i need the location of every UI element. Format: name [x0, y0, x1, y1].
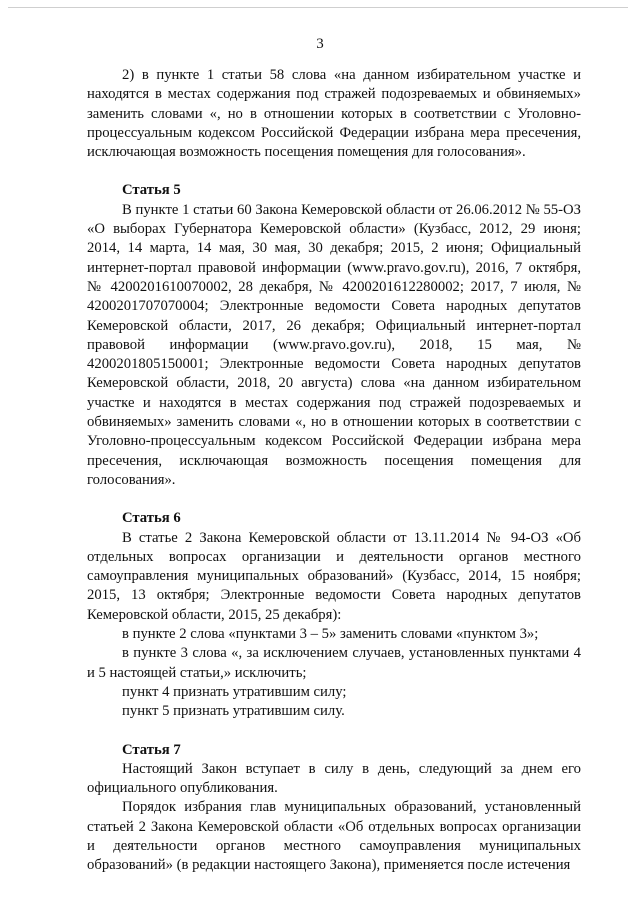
article-6-item-2: в пункте 3 слова «, за исключением случаев, установленных пунктами 4 и 5 настоящей статьи,» исключить;	[87, 645, 581, 681]
article-6-item-1: в пункте 2 слова «пунктами 3 – 5» заменить словами «пунктом 3»;	[122, 626, 539, 643]
intro-paragraph: 2) в пункте 1 статьи 58 слова «на данном избирательном участке и находятся в местах содержания под стражей подозреваемых и обвиняемых» заменить словами «, но в отношении которых в соответствии с Уголовно-процессуальным кодексом Российской Федерации избрана мера пресечения, исключающая возможность посещения помещения для голосования».	[87, 67, 581, 161]
page-number: 3	[316, 36, 324, 52]
document-body	[87, 66, 581, 876]
article-6-paragraph: В статье 2 Закона Кемеровской области от 13.11.2014 № 94-ОЗ «Об отдельных вопросах организации и деятельности органов местного самоуправления муниципальных образований» (Кузбасс, 2014, 15 ноября; 2015, 13 октября; Электронные ведомости Совета народных депутатов Кемеровской области, 2015, 25 декабря):	[87, 529, 581, 623]
article-5-paragraph: В пункте 1 статьи 60 Закона Кемеровской области от 26.06.2012 № 55-ОЗ «О выборах Губернатора Кемеровской области» (Кузбасс, 2012, 29 июня; 2014, 14 марта, 14 мая, 30 мая, 30 декабря; 2015, 2 июня; Официальный интернет-портал правовой информации (www.pravo.gov.ru), 2016, 7 октября, № 4200201610070002, 28 декабря, № 4200201612280002; 2017, 7 июля, № 4200201707070004; Электронные ведомости Совета народных депутатов Кемеровской области, 2017, 26 декабря; Официальный интернет-портал правовой информации (www.pravo.gov.ru), 2018, 15 мая, № 4200201805150001; Электронные ведомости Совета народных депутатов Кемеровской области, 2018, 20 августа) слова «на данном избирательном участке и находятся в местах содержания под стражей подозреваемых и обвиняемых» заменить словами «, но в отношении которых в соответствии с Уголовно-процессуальным кодексом Российской Федерации избрана мера пресечения, исключающая возможность посещения помещения для голосования».	[87, 201, 581, 488]
spacer	[87, 490, 581, 509]
article-7-heading: Статья 7	[122, 741, 181, 758]
article-7-paragraph-1: Настоящий Закон вступает в силу в день, следующий за днем его официального опубликования.	[87, 760, 581, 797]
article-6-item-4: пункт 5 признать утратившим силу.	[122, 703, 345, 720]
article-7-paragraph-2: Порядок избрания глав муниципальных образований, установленный статьей 2 Закона Кемеровской области «Об отдельных вопросах организации и деятельности органов местного самоуправления муниципальных образований» (в редакции настоящего Закона), применяется после истечения	[87, 799, 581, 874]
article-6-item-3: пункт 4 признать утратившим силу;	[122, 683, 347, 700]
article-5-heading: Статья 5	[122, 182, 181, 199]
spacer	[87, 162, 581, 181]
spacer	[87, 722, 581, 741]
top-divider	[8, 7, 628, 8]
article-6-heading: Статья 6	[122, 510, 181, 527]
